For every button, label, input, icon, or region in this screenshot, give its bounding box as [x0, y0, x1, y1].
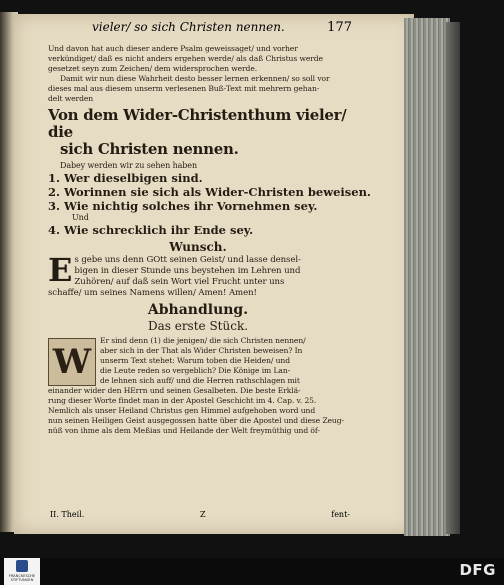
page-footer	[50, 510, 350, 524]
list-item: 1. Wer dieselbigen sind.	[48, 171, 203, 185]
wunsch-paragraph	[48, 255, 348, 299]
institution-logo-text: FRANCKESCHE STIFTUNGEN	[8, 574, 36, 582]
main-line: einander wider den HErrn und seinen Gesalbeten. Die beste Erklä-	[48, 386, 301, 395]
volume-signature: II. Theil.	[50, 510, 85, 519]
abhandlung-heading: Abhandlung.	[147, 302, 249, 318]
wunsch-dropcap: E	[48, 255, 73, 289]
main-line: rung dieser Worte findet man in der Apostel Geschicht im 4. Cap. v. 25.	[48, 396, 317, 405]
main-line: die Leute reden so vergeblich? Die Könige im Lan-	[100, 366, 291, 375]
list-item: 4. Wie schrecklich ihr Ende sey.	[48, 223, 254, 237]
intro-line: gesetzet seyn zum Zeichen/ dem widersprochen werde.	[48, 64, 258, 73]
main-line: Nemlich als unser Heiland Christus gen Himmel aufgehoben word und	[48, 406, 316, 415]
main-line: unserm Text stehet: Warum toben die Heiden/ und	[100, 356, 290, 365]
intro-line: delt werden	[48, 94, 94, 103]
dfg-logo[interactable]: DFG	[459, 561, 496, 579]
stueck-heading: Das erste Stück.	[147, 319, 249, 333]
sermon-title-line: sich Christen nennen.	[60, 140, 239, 158]
running-head-title: vieler/ so sich Christen nennen.	[92, 20, 285, 34]
list-intro: Dabey werden wir zu sehen haben	[60, 161, 197, 170]
intro-line: Damit wir nun diese Wahrheit desto besser lernen erkennen/ so soll vor	[60, 74, 330, 83]
wunsch-line: Zuhören/ auf daß sein Wort viel Frucht unter uns	[74, 277, 285, 287]
main-line: nun seinen Heiligen Geist ausgegossen hatte über die Apostel und diese Zeug-	[48, 416, 344, 425]
list-item: 3. Wie nichtig solches ihr Vornehmen sey.	[48, 199, 318, 213]
page-fore-edge	[404, 18, 450, 536]
main-line: de lehnen sich auff/ und die Herren rathschlagen mit	[100, 376, 300, 385]
intro-line: dieses mal aus diesem unserm verlesenen Buß-Text mit mehrern gehan-	[48, 84, 320, 93]
viewer-footer-bar	[0, 558, 504, 585]
wunsch-line: s gebe uns denn GOtt seinen Geist/ und lasse densel-	[74, 255, 301, 265]
main-line: nüß von ihme als dem Meßias und Heilande der Welt freymüthig und öf-	[48, 426, 320, 435]
institution-logo-icon	[16, 560, 28, 572]
signature-mark: Z	[200, 510, 206, 519]
main-line: aber sich in der That als Wider Christen beweisen? In	[100, 346, 303, 355]
wunsch-line: bigen in dieser Stunde uns beystehen im Lehren und	[74, 266, 301, 276]
book-cover-edge	[446, 22, 460, 534]
main-paragraph	[48, 336, 348, 386]
main-dropcap: W	[48, 338, 96, 386]
intro-line: verkündiget/ daß es nicht anders ergehen werde/ als daß Christus werde	[48, 54, 323, 63]
page-text	[48, 44, 371, 436]
page-number: 177	[327, 20, 352, 35]
catchword: fent-	[331, 510, 350, 519]
list-item: 2. Worinnen sie sich als Wider-Christen beweisen.	[48, 185, 371, 199]
franckesche-stiftungen-logo[interactable]	[4, 558, 40, 585]
sermon-title-line: Von dem Wider-Christenthum vieler/ die	[48, 106, 347, 141]
running-head	[52, 20, 352, 38]
wunsch-heading: Wunsch.	[169, 240, 227, 254]
main-line: Er sind denn (1) die jenigen/ die sich Christen nennen/	[100, 336, 306, 345]
wunsch-line: schaffe/ um seines Namens willen/ Amen! Amen!	[48, 288, 257, 298]
list-und: Und	[72, 213, 89, 222]
intro-line: Und davon hat auch dieser andere Psalm geweissaget/ und vorher	[48, 44, 298, 53]
